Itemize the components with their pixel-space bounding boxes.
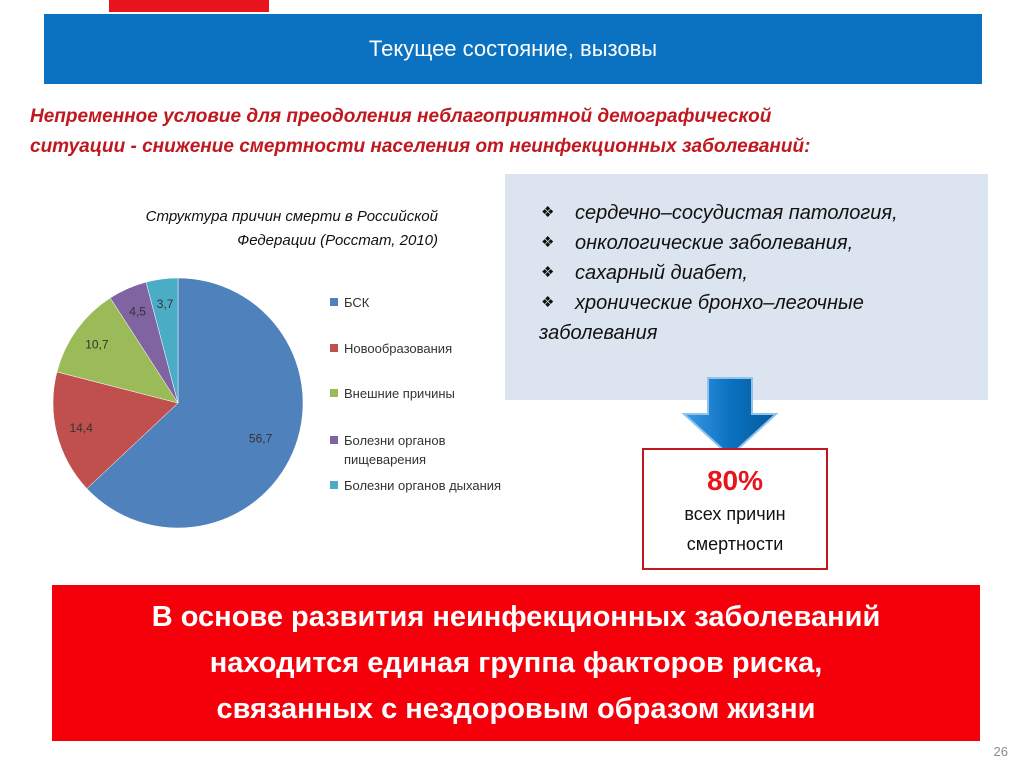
top-accent-bar <box>109 0 269 12</box>
legend-swatch-respiratory <box>330 481 338 489</box>
legend-item-respiratory <box>330 476 514 495</box>
slide-title: Текущее состояние, вызовы <box>368 36 658 61</box>
page-number: 26 <box>993 744 1008 759</box>
list-item-4 <box>541 288 864 318</box>
diamond-bullet-icon: ❖ <box>541 264 555 281</box>
chart-title-line-1: Структура причин смерти в Российской <box>145 208 438 225</box>
risk-diseases-list <box>505 174 988 400</box>
risk-factors-banner <box>52 585 980 741</box>
pie-chart <box>0 260 330 550</box>
banner-line-2: находится единая группа факторов риска, <box>209 647 823 679</box>
subtitle-line-2: ситуации - снижение смертности населения от неинфекционных заболеваний: <box>30 136 811 157</box>
list-item-text: сердечно–сосудистая патология, <box>575 202 898 224</box>
subtitle <box>30 102 990 162</box>
pie-label-respiratory: 3,7 <box>156 296 174 311</box>
legend-label-external: Внешние причины <box>344 386 455 401</box>
list-item-3 <box>541 258 748 288</box>
legend-item-digestive <box>330 431 514 469</box>
pie-slices <box>53 278 303 528</box>
stat-caption-line-1: всех причин <box>684 504 786 524</box>
diamond-bullet-icon: ❖ <box>541 234 555 251</box>
list-item-text: сахарный диабет, <box>575 262 748 284</box>
pie-label-digestive: 4,5 <box>129 304 146 319</box>
list-item-text: онкологические заболевания, <box>575 232 854 254</box>
subtitle-line-1: Непременное условие для преодоления неблагоприятной демографической <box>30 106 772 127</box>
list-item-text: хронические бронхо–легочные <box>575 292 864 314</box>
legend-label-digestive: Болезни органов пищеварения <box>344 433 446 467</box>
legend-item-bsk <box>330 293 514 312</box>
legend-label-neoplasms: Новообразования <box>344 341 453 356</box>
legend-swatch-neoplasms <box>330 344 338 352</box>
legend-swatch-bsk <box>330 298 338 306</box>
stat-value: 80% <box>706 465 764 496</box>
legend-label-bsk: БСК <box>344 295 370 310</box>
chart-title-line-2: Федерации (Росстат, 2010) <box>237 232 438 249</box>
pie-label-external: 10,7 <box>85 337 109 352</box>
down-arrow-icon <box>680 376 780 458</box>
stat-caption-line-2: смертности <box>686 534 784 554</box>
banner-line-3: связанных с нездоровым образом жизни <box>216 693 816 725</box>
list-item-4-continuation: заболевания <box>539 322 658 344</box>
legend-swatch-digestive <box>330 436 338 444</box>
pie-label-neoplasms: 14,4 <box>69 420 93 435</box>
diamond-bullet-icon: ❖ <box>541 204 555 221</box>
banner-line-1: В основе развития неинфекционных заболеваний <box>151 601 881 633</box>
diamond-bullet-icon: ❖ <box>541 294 555 311</box>
header-bar <box>44 14 982 84</box>
legend-swatch-external <box>330 389 338 397</box>
stat-box <box>642 448 828 570</box>
legend-item-neoplasms <box>330 339 514 358</box>
list-item-1 <box>541 198 898 228</box>
pie-label-bsk: 56,7 <box>248 431 273 446</box>
list-item-2 <box>541 228 853 258</box>
legend-label-respiratory: Болезни органов дыхания <box>344 478 502 493</box>
legend-item-external <box>330 384 514 403</box>
chart-title <box>60 205 438 253</box>
